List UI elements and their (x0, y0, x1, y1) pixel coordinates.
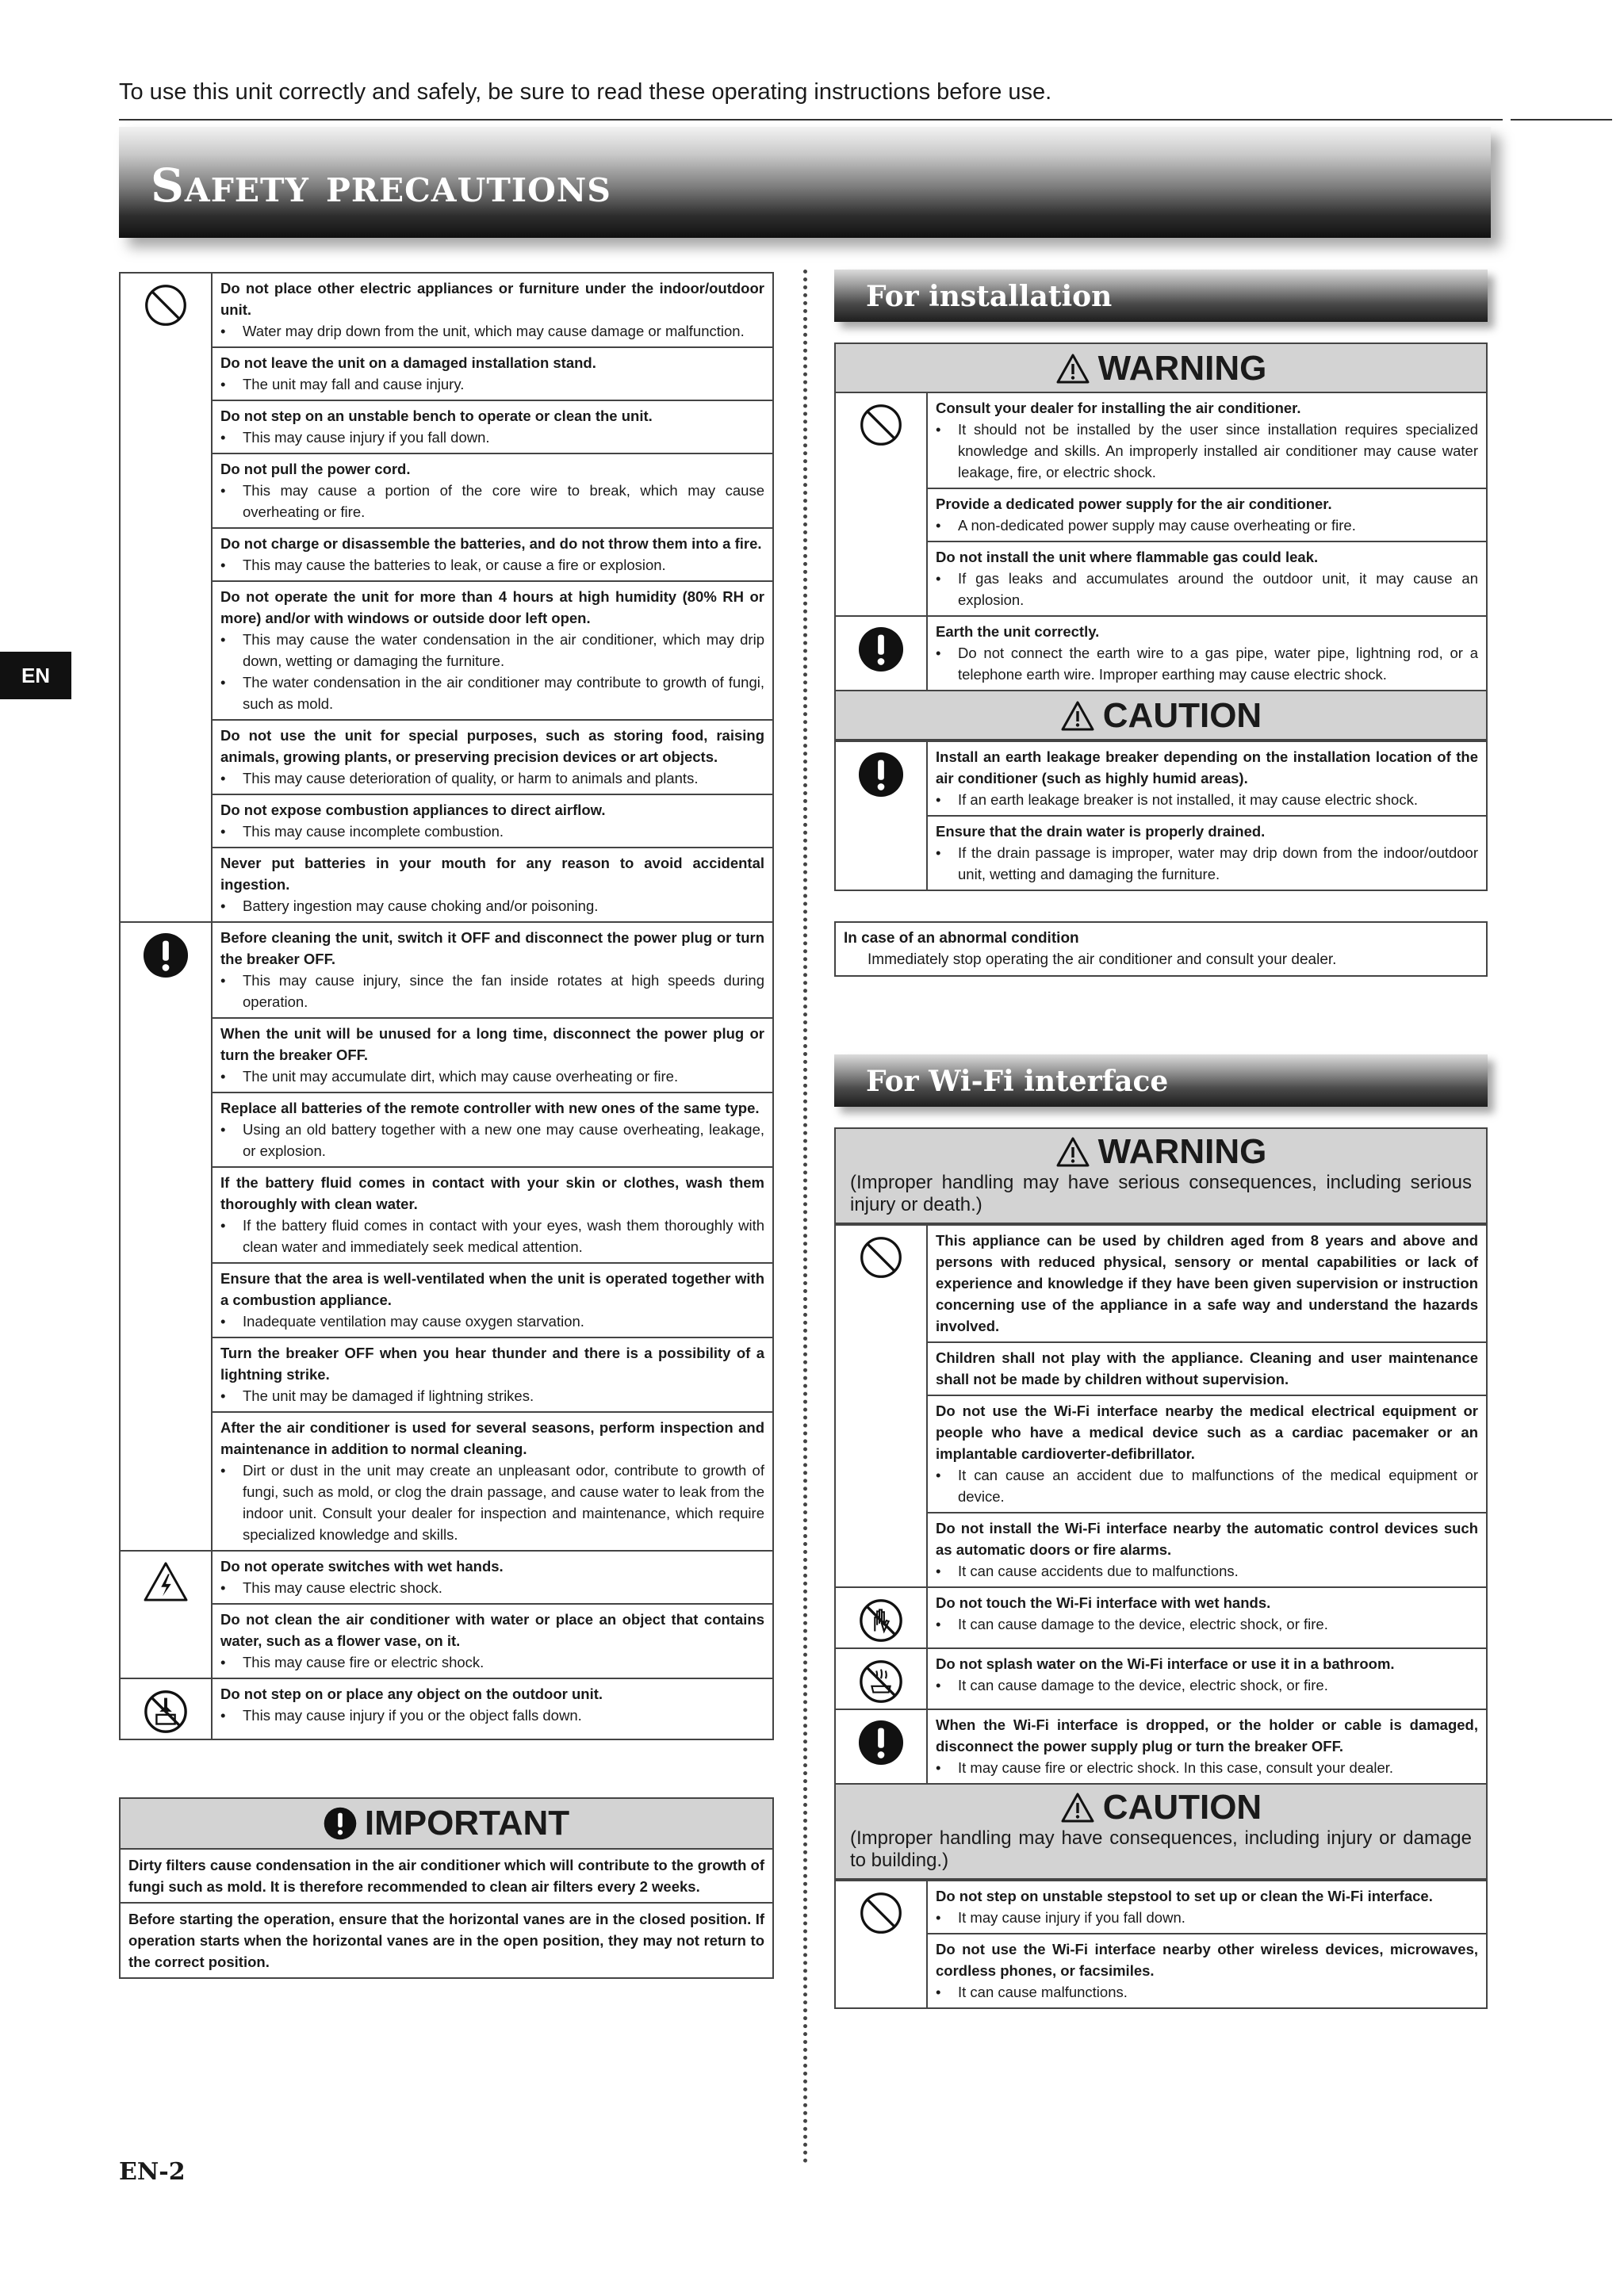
precaution-group (836, 1224, 1486, 1588)
icon-cell (836, 742, 928, 890)
installation-heading-bar (834, 270, 1488, 322)
precaution-item (213, 1264, 772, 1338)
precaution-title: Do not expose combustion appliances to direct airflow. (220, 802, 606, 818)
precaution-item (928, 1710, 1486, 1783)
prohibited-icon (859, 1891, 903, 1939)
caution-label: CAUTION (1102, 696, 1262, 735)
precaution-bullet: • If the drain passage is improper, water may drip down from the indoor/outdoor unit, wetting and damaging the furniture. (936, 842, 1478, 885)
no-stepping-icon (143, 1689, 189, 1739)
intro-rule (119, 119, 1503, 121)
precaution-item (928, 1934, 1486, 2007)
precaution-item (213, 1338, 772, 1413)
precaution-bullet: • Using an old battery together with a new one may cause overheating, leakage, or explosion. (220, 1119, 764, 1161)
precaution-item (213, 848, 772, 921)
precaution-bullet: • This may cause injury if you or the object falls down. (220, 1705, 764, 1726)
icon-cell (836, 1649, 928, 1709)
no-water-splash-icon (858, 1659, 904, 1709)
precaution-title: Do not touch the Wi-Fi interface with wet hands. (936, 1594, 1271, 1611)
precaution-item (213, 274, 772, 348)
abnormal-text: Immediately stop operating the air conditioner and consult your dealer. (868, 951, 1337, 968)
precaution-title: Do not use the unit for special purposes, such as storing food, raising animals, growing plants, or preserving precision devices or art objects. (220, 727, 764, 765)
wifi-heading: For Wi-Fi interface (866, 1065, 1169, 1098)
precaution-group (836, 1588, 1486, 1649)
precaution-bullet: • It should not be installed by the user since installation requires specialized knowledge and skills. An improperly installed air conditioner may cause water leakage, fire, or electric shock. (936, 419, 1478, 483)
precaution-item (928, 542, 1486, 615)
right-column (834, 270, 1488, 2009)
precaution-item (213, 1168, 772, 1264)
precaution-title: Earth the unit correctly. (936, 623, 1100, 640)
precaution-title: Do not operate switches with wet hands. (220, 1558, 504, 1575)
precaution-title: Before cleaning the unit, switch it OFF and disconnect the power plug or turn the breaker OFF. (220, 929, 764, 967)
precaution-group (121, 1679, 772, 1739)
warning-note: (Improper handling may have serious consequences, including serious injury or death.) (850, 1172, 1472, 1215)
precaution-group (121, 1552, 772, 1679)
precaution-title: Turn the breaker OFF when you hear thunder and there is a possibility of a lightning strike. (220, 1345, 764, 1383)
precaution-bullet: • Battery ingestion may cause choking and/or poisoning. (220, 895, 764, 916)
precaution-group (836, 1710, 1486, 1783)
installation-warning-groups (836, 393, 1486, 690)
precaution-item (928, 1588, 1486, 1640)
precaution-item (928, 393, 1486, 489)
precaution-item (928, 817, 1486, 890)
icon-cell (121, 923, 213, 1550)
precaution-bullet: • This may cause a portion of the core wire to break, which may cause overheating or fire. (220, 480, 764, 522)
precaution-title: Do not install the Wi-Fi interface nearby the automatic control devices such as automatic doors or fire alarms. (936, 1520, 1478, 1558)
prohibited-icon (144, 283, 188, 331)
important-box (119, 1797, 774, 1979)
precaution-title: Do not step on an unstable bench to operate or clean the unit. (220, 408, 653, 424)
precaution-title: If the battery fluid comes in contact with your skin or clothes, wash them thoroughly with clean water. (220, 1174, 764, 1212)
abnormal-condition-box (834, 921, 1488, 977)
precaution-title: Do not splash water on the Wi-Fi interface or use it in a bathroom. (936, 1655, 1395, 1672)
precaution-item (213, 401, 772, 454)
warning-label: WARNING (1097, 349, 1267, 388)
caution-note: (Improper handling may have consequences, including injury or damage to building.) (850, 1827, 1472, 1871)
important-label: IMPORTANT (364, 1804, 570, 1843)
precaution-title: Do not use the Wi-Fi interface nearby the medical electrical equipment or people who have a medical device such as a cardiac pacemaker or an implantable cardioverter-defibrillator. (936, 1402, 1478, 1462)
precaution-group (836, 1880, 1486, 2007)
precaution-bullet: • The unit may accumulate dirt, which may cause overheating or fire. (220, 1066, 764, 1087)
precaution-item (213, 795, 772, 848)
precaution-item (928, 742, 1486, 817)
precaution-item (213, 1552, 772, 1605)
icon-cell (836, 1710, 928, 1783)
precaution-item (928, 1513, 1486, 1586)
precaution-bullet: • This may cause deterioration of quality, or harm to animals and plants. (220, 767, 764, 789)
precaution-item (213, 1413, 772, 1550)
precaution-title: Ensure that the drain water is properly drained. (936, 823, 1266, 840)
precaution-item (213, 582, 772, 721)
precaution-item (928, 617, 1486, 690)
installation-heading: For installation (866, 280, 1113, 313)
icon-cell (836, 1226, 928, 1586)
installation-caution-heading (836, 690, 1486, 740)
precaution-title: Consult your dealer for installing the air conditioner. (936, 400, 1301, 416)
wifi-warning-heading (836, 1129, 1486, 1224)
precaution-bullet: • Inadequate ventilation may cause oxygen starvation. (220, 1311, 764, 1332)
precaution-title: Install an earth leakage breaker depending on the installation location of the air conditioner (such as highly humid areas). (936, 748, 1478, 786)
precaution-item (928, 1343, 1486, 1396)
precaution-item (213, 721, 772, 795)
icon-cell (836, 1881, 928, 2007)
electric-shock-icon (143, 1561, 189, 1606)
mandatory-icon (858, 626, 904, 676)
precaution-title: After the air conditioner is used for several seasons, perform inspection and maintenance in addition to normal cleaning. (220, 1419, 764, 1457)
precaution-item (928, 1396, 1486, 1513)
precaution-bullet: • This may cause the batteries to leak, or cause a fire or explosion. (220, 554, 764, 576)
precaution-bullet: • The unit may fall and cause injury. (220, 373, 764, 395)
wifi-table (834, 1127, 1488, 2009)
prohibited-icon (859, 1235, 903, 1284)
precaution-title: Do not clean the air conditioner with water or place an object that contains water, such as a flower vase, on it. (220, 1611, 764, 1649)
language-tab: EN (0, 652, 71, 699)
precaution-bullet: • This may cause the water condensation in the air conditioner, which may drip down, wetting or damaging the furniture. (220, 629, 764, 672)
precaution-item (213, 1679, 772, 1731)
precaution-group (836, 393, 1486, 617)
precaution-title: Do not step on unstable stepstool to set up or clean the Wi-Fi interface. (936, 1888, 1433, 1904)
icon-cell (121, 1679, 213, 1739)
precaution-title: Do not leave the unit on a damaged installation stand. (220, 354, 596, 371)
precaution-item (928, 489, 1486, 542)
precautions-table (119, 272, 774, 1740)
mandatory-icon (858, 752, 904, 802)
precaution-item (928, 1881, 1486, 1934)
precaution-item (928, 1649, 1486, 1701)
precaution-bullet: • If gas leaks and accumulates around the outdoor unit, it may cause an explosion. (936, 568, 1478, 610)
intro-text: To use this unit correctly and safely, be sure to read these operating instructions before use. (119, 79, 1052, 105)
precaution-group (836, 617, 1486, 690)
precaution-title: Do not install the unit where flammable gas could leak. (936, 549, 1319, 565)
caution-label: CAUTION (1102, 1788, 1262, 1827)
precaution-bullet: • This may cause injury if you fall down. (220, 427, 764, 448)
warning-label: WARNING (1097, 1132, 1267, 1171)
wifi-warning-groups (836, 1224, 1486, 1783)
precaution-bullet: • It may cause fire or electric shock. In this case, consult your dealer. (936, 1757, 1478, 1778)
precaution-title: Ensure that the area is well-ventilated when the unit is operated together with a combustion appliance. (220, 1270, 764, 1308)
precaution-bullet: • If an earth leakage breaker is not installed, it may cause electric shock. (936, 789, 1478, 810)
precaution-bullet: • It can cause an accident due to malfunctions of the medical equipment or device. (936, 1464, 1478, 1507)
precaution-item (213, 1605, 772, 1678)
installation-caution-groups (836, 740, 1486, 890)
precaution-bullet: • A non-dedicated power supply may cause overheating or fire. (936, 515, 1478, 536)
warning-triangle-icon (1055, 353, 1090, 385)
precaution-bullet: • This may cause fire or electric shock. (220, 1651, 764, 1673)
mandatory-icon (143, 932, 189, 982)
precaution-title: Do not use the Wi-Fi interface nearby other wireless devices, microwaves, cordless phones, or facsimiles. (936, 1941, 1478, 1979)
precaution-group (836, 1649, 1486, 1710)
page-number: EN-2 (119, 2158, 186, 2186)
precaution-bullet: • It can cause accidents due to malfunctions. (936, 1560, 1478, 1582)
column-divider (803, 270, 807, 2164)
abnormal-title: In case of an abnormal condition (844, 930, 1079, 947)
precaution-bullet: • The water condensation in the air conditioner may contribute to growth of fungi, such as mold. (220, 672, 764, 714)
precaution-title: Do not place other electric appliances or furniture under the indoor/outdoor unit. (220, 280, 764, 318)
important-paragraph: Dirty filters cause condensation in the air conditioner which will contribute to the growth of fungi such as mold. It is therefore recommended to clean air filters every 2 weeks. (121, 1850, 772, 1904)
precaution-group (836, 740, 1486, 890)
wifi-caution-heading (836, 1783, 1486, 1880)
left-column (119, 272, 774, 1979)
precaution-title: When the unit will be unused for a long time, disconnect the power plug or turn the breaker OFF. (220, 1025, 764, 1063)
precaution-title: Do not step on or place any object on the outdoor unit. (220, 1686, 603, 1702)
precaution-bullet: • This may cause incomplete combustion. (220, 821, 764, 842)
precaution-bullet: • This may cause electric shock. (220, 1577, 764, 1598)
mandatory-icon (858, 1720, 904, 1770)
precaution-title: Do not charge or disassemble the batteries, and do not throw them into a fire. (220, 535, 762, 552)
precaution-item (213, 1093, 772, 1168)
precaution-title: Provide a dedicated power supply for the air conditioner. (936, 496, 1332, 512)
precaution-bullet: • It can cause damage to the device, electric shock, or fire. (936, 1674, 1478, 1696)
mandatory-icon (324, 1807, 357, 1840)
precaution-bullet: • It can cause malfunctions. (936, 1981, 1478, 2003)
warning-triangle-icon (1060, 700, 1095, 732)
intro-rule-end (1511, 119, 1612, 121)
warning-triangle-icon (1055, 1136, 1090, 1168)
precaution-item (213, 1019, 772, 1093)
important-paragraph: Before starting the operation, ensure that the horizontal vanes are in the closed position. If operation starts when the horizontal vanes are in the open position, they may not return to the correct position. (128, 1911, 764, 1970)
precaution-item (213, 454, 772, 529)
precaution-bullet: • Water may drip down from the unit, which may cause damage or malfunction. (220, 320, 764, 342)
precaution-title: Children shall not play with the appliance. Cleaning and user maintenance shall not be made by children without supervision. (936, 1349, 1478, 1387)
precaution-item (928, 1226, 1486, 1343)
title-banner (119, 127, 1491, 238)
precaution-bullet: • If the battery fluid comes in contact with your eyes, wash them thoroughly with clean water and immediately seek medical attention. (220, 1215, 764, 1257)
installation-table (834, 342, 1488, 891)
precaution-bullet: • This may cause injury, since the fan inside rotates at high speeds during operation. (220, 970, 764, 1012)
wifi-heading-bar (834, 1054, 1488, 1107)
precaution-item (213, 529, 772, 582)
icon-cell (121, 274, 213, 921)
icon-cell (121, 1552, 213, 1678)
precaution-group (121, 923, 772, 1552)
precaution-bullet: • Dirt or dust in the unit may create an unpleasant odor, contribute to growth of fungi, such as mold, or clog the drain passage, and cause water to leak from the indoor unit. Consult your dealer for inspection and maintenance, which require specialized knowledge and skills. (220, 1460, 764, 1545)
icon-cell (836, 1588, 928, 1647)
warning-triangle-icon (1060, 1792, 1095, 1823)
page-title: Safety precautions (151, 159, 611, 212)
precaution-bullet: • The unit may be damaged if lightning strikes. (220, 1385, 764, 1406)
precaution-item (213, 923, 772, 1019)
precaution-title: Do not pull the power cord. (220, 461, 411, 477)
precaution-title: Replace all batteries of the remote controller with new ones of the same type. (220, 1100, 760, 1116)
precaution-title: This appliance can be used by children aged from 8 years and above and persons with reduced physical, sensory or mental capabilities or lack of experience and knowledge if they have been given supervision or instruction concerning use of the appliance in a safe way and understand the hazards involved. (936, 1232, 1478, 1334)
precaution-bullet: • Do not connect the earth wire to a gas pipe, water pipe, lightning rod, or a telephone earth wire. Improper earthing may cause electric shock. (936, 642, 1478, 685)
icon-cell (836, 617, 928, 690)
no-wet-hands-icon (858, 1598, 904, 1647)
prohibited-icon (859, 403, 903, 451)
precaution-title: Do not operate the unit for more than 4 hours at high humidity (80% RH or more) and/or with windows or outside door left open. (220, 588, 764, 626)
important-heading (121, 1799, 772, 1850)
wifi-caution-groups (836, 1880, 1486, 2007)
installation-warning-heading (836, 344, 1486, 393)
precaution-group (121, 274, 772, 923)
precaution-title: Never put batteries in your mouth for any reason to avoid accidental ingestion. (220, 855, 764, 893)
precaution-bullet: • It may cause injury if you fall down. (936, 1907, 1478, 1928)
precaution-bullet: • It can cause damage to the device, electric shock, or fire. (936, 1613, 1478, 1635)
precaution-item (213, 348, 772, 401)
precaution-title: When the Wi-Fi interface is dropped, or the holder or cable is damaged, disconnect the power supply plug or turn the breaker OFF. (936, 1716, 1478, 1755)
icon-cell (836, 393, 928, 615)
